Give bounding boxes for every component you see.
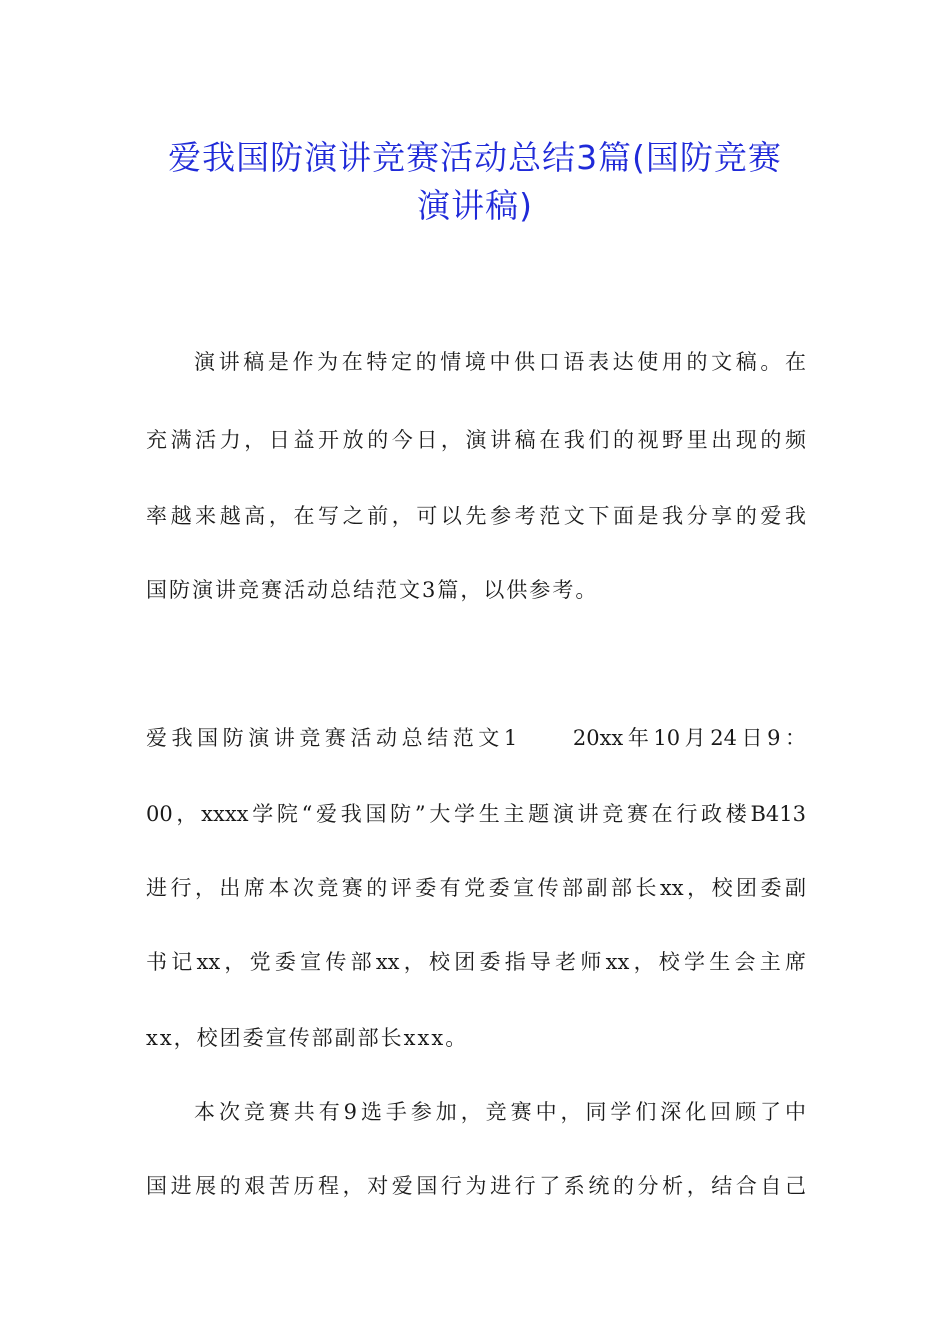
section2-line-2: 国进展的艰苦历程，对爱国行为进行了系统的分析，结合自己 (146, 1174, 806, 1198)
document-title-line-2: 演讲稿) (417, 186, 533, 225)
intro-line-3: 率越来越高，在写之前，可以先参考范文下面是我分享的爱我 (146, 504, 806, 528)
section1-line-4: 书记xx，党委宣传部xx，校团委指导老师xx，校学生会主席 (146, 950, 806, 974)
section2-line-1: 本次竞赛共有9选手参加，竞赛中，同学们深化回顾了中 (194, 1100, 806, 1124)
document-title-line-1: 爱我国防演讲竞赛活动总结3篇(国防竞赛 (168, 138, 782, 177)
intro-line-1: 演讲稿是作为在特定的情境中供口语表达使用的文稿。在 (194, 350, 806, 374)
intro-line-2: 充满活力，日益开放的今日，演讲稿在我们的视野里出现的频 (146, 428, 806, 452)
section1-line-2: 00，xxxx学院“爱我国防”大学生主题演讲竞赛在行政楼B413 (146, 802, 806, 826)
intro-line-4: 国防演讲竞赛活动总结范文3篇，以供参考。 (146, 578, 599, 602)
section1-line-5: xx，校团委宣传部副部长xxx。 (146, 1026, 469, 1050)
section1-line-1: 爱我国防演讲竞赛活动总结范文1 20xx年10月24日9： (146, 726, 806, 750)
section1-line-3: 进行，出席本次竞赛的评委有党委宣传部副部长xx，校团委副 (146, 876, 806, 900)
